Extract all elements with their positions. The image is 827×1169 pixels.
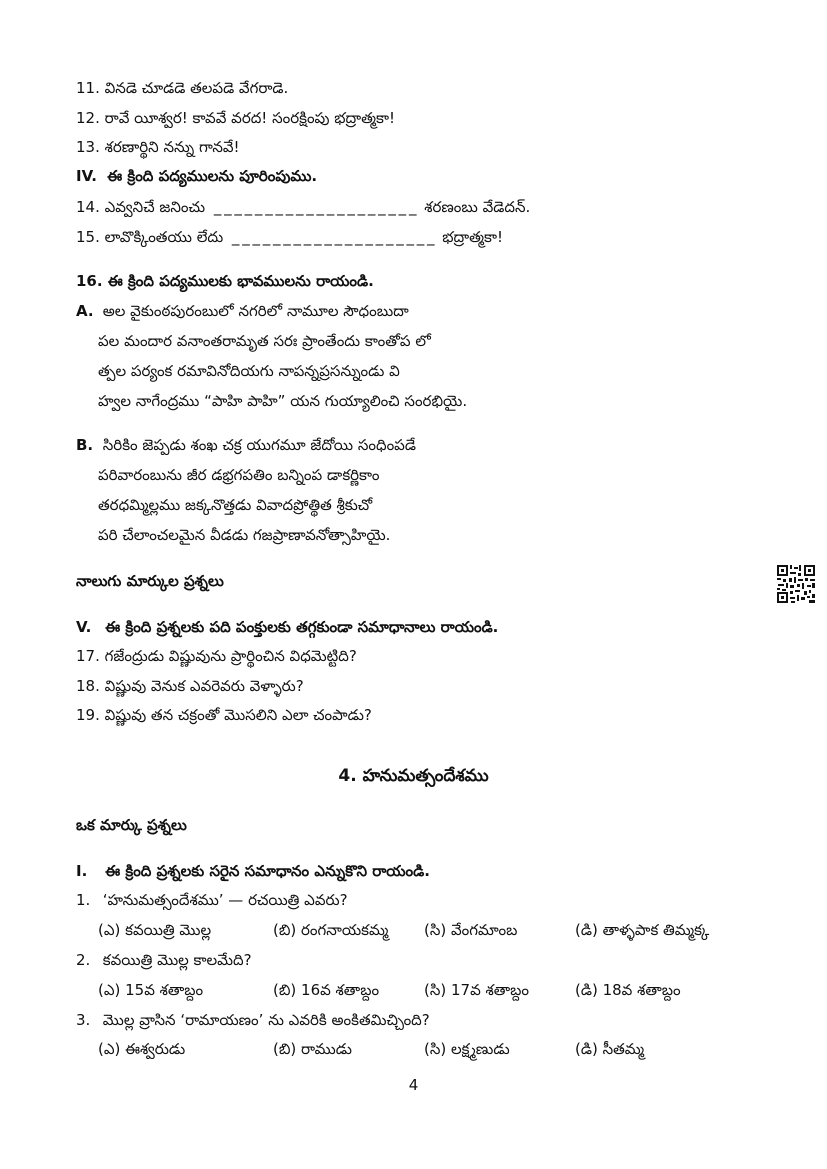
question-number: 11. <box>76 79 100 97</box>
fill-pre-text: ఎవ్వనిచే జనించు <box>104 198 206 216</box>
qr-code <box>776 564 816 604</box>
question-11 <box>76 78 288 98</box>
poem-label: B. <box>76 436 94 454</box>
question-title: ఈ క్రింది పద్యములకు భావములను రాయండి. <box>107 272 374 290</box>
question-text: విష్ణువు వెనుక ఎవరెవరు వెళ్ళారు? <box>104 677 304 695</box>
poem-line: సిరికిం జెప్పడు శంఖ చక్ర యుగమూ జేదోయి సంధింపడే <box>102 436 416 454</box>
question-number: 1. <box>76 891 91 909</box>
mcq-question-3 <box>76 1010 430 1030</box>
question-number: 3. <box>76 1011 91 1029</box>
poem-a-line-2: పల మందార వనాంతరామృత సరః ప్రాంతేందు కాంతోప లో <box>98 332 431 350</box>
chapter-number: 4. <box>338 766 357 786</box>
mcq-1-option-a: (ఎ) కవయిత్రి మొల్ల <box>98 921 212 939</box>
section-label: V. <box>76 618 92 636</box>
poem-b-line-2: పరివారంబును జీర డభ్రగపతిం బన్నింప డాకర్ణికాం <box>98 466 380 484</box>
fill-question-15 <box>76 227 503 247</box>
poem-b-line-4: పరి చేలాంచలమైన వీడడు గజప్రాణావనోత్సాహియై. <box>98 526 391 544</box>
question-text: మొల్ల వ్రాసిన ‘రామాయణం’ ను ఎవరికి అంకితమిచ్చింది? <box>102 1011 430 1029</box>
chapter-title <box>0 766 827 786</box>
fill-blank: _ _ _ _ _ _ _ _ _ _ _ _ _ _ _ _ _ _ _ _ <box>231 228 434 246</box>
poem-b-line-3: తరధమ్మిల్లము జక్కనొత్తడు వివాదప్రోత్థిత శ్రీకుచో <box>98 496 373 514</box>
question-text: కవయిత్రి మొల్ల కాలమేది? <box>102 951 252 969</box>
question-text: గజేంద్రుడు విష్ణువును ప్రార్థించిన విధమెట్టిది? <box>104 647 357 665</box>
section-label: IV. <box>76 167 97 185</box>
question-number: 13. <box>76 138 100 156</box>
mcq-question-1 <box>76 890 348 910</box>
question-number: 12. <box>76 109 100 127</box>
section-i-heading <box>76 861 430 881</box>
question-number: 19. <box>76 706 100 724</box>
question-number: 15. <box>76 228 100 246</box>
question-16-heading <box>76 271 374 291</box>
mcq-1-option-b: (బి) రంగనాయకమ్మ <box>273 921 389 939</box>
mcq-1-option-d: (డి) తాళ్ళపాక తిమ్మక్క <box>575 921 710 939</box>
four-marks-heading: నాలుగు మార్కుల ప్రశ్నలు <box>76 572 224 590</box>
poem-a-line-4: హ్వల నాగేంద్రము “పాహి పాహి” యన గుయ్యాలించి సంరభియై. <box>98 392 468 410</box>
poem-b-line-1 <box>76 435 416 455</box>
question-18 <box>76 676 304 696</box>
mcq-1-option-c: (సి) వేంగమాంబ <box>424 921 518 939</box>
fill-post-text: శరణంబు వేడెదన్. <box>424 198 531 216</box>
question-text: వినడె చూడడె తలపడె వేగరాడె. <box>104 79 289 97</box>
question-12 <box>76 108 395 128</box>
section-title: ఈ క్రింది ప్రశ్నలకు సరైన సమాధానం ఎన్నుకొని రాయండి. <box>105 862 430 880</box>
fill-pre-text: లావొక్కింతయు లేదు <box>104 228 224 246</box>
one-mark-heading: ఒక మార్కు ప్రశ్నలు <box>76 816 187 834</box>
mcq-2-option-b: (బి) 16వ శతాబ్దం <box>273 981 380 999</box>
fill-blank: _ _ _ _ _ _ _ _ _ _ _ _ _ _ _ _ _ _ _ _ <box>213 198 416 216</box>
section-title: ఈ క్రింది ప్రశ్నలకు పది పంక్తులకు తగ్గకుండా సమాధానాలు రాయండి. <box>105 618 499 636</box>
mcq-question-2 <box>76 950 252 970</box>
question-text: ‘హనుమత్సందేశము’ — రచయిత్రి ఎవరు? <box>102 891 348 909</box>
poem-a-line-1 <box>76 301 409 321</box>
page-number: 4 <box>408 1076 419 1094</box>
qr-code-graphic <box>776 564 816 604</box>
poem-label: A. <box>76 302 94 320</box>
mcq-3-option-b: (బి) రాముడు <box>273 1040 352 1058</box>
section-title: ఈ క్రింది పద్యములను పూరింపుము. <box>107 167 318 185</box>
question-number: 18. <box>76 677 100 695</box>
mcq-2-option-c: (సి) 17వ శతాబ్దం <box>424 981 530 999</box>
fill-question-14 <box>76 197 530 217</box>
chapter-name: హనుమత్సందేశము <box>362 766 489 786</box>
question-17 <box>76 646 357 666</box>
mcq-3-option-a: (ఎ) ఈశ్వరుడు <box>98 1040 186 1058</box>
mcq-3-option-d: (డి) సీతమ్మ <box>575 1040 645 1058</box>
question-13 <box>76 137 240 157</box>
question-text: రావే యీశ్వర! కావవే వరద! సంరక్షింపు భద్రాత్మకా! <box>104 109 395 127</box>
section-label: I. <box>76 862 88 880</box>
section-iv-heading <box>76 166 317 186</box>
mcq-3-option-c: (సి) లక్ష్మణుడు <box>424 1040 510 1058</box>
question-number: 14. <box>76 198 100 216</box>
question-number: 16. <box>76 272 103 290</box>
question-number: 17. <box>76 647 100 665</box>
question-text: విష్ణువు తన చక్రంతో మొసలిని ఎలా చంపాడు? <box>104 706 372 724</box>
poem-a-line-3: త్పల పర్యంక రమావినోదియగు నాపన్నప్రసన్నుండు వి <box>98 362 400 380</box>
question-19 <box>76 705 372 725</box>
poem-line: అల వైకుంఠపురంబులో నగరిలో నామూల సౌధంబుదా <box>102 302 409 320</box>
section-v-heading <box>76 617 498 637</box>
question-text: శరణార్థిని నన్ను గానవే! <box>104 138 240 156</box>
fill-post-text: భద్రాత్మకా! <box>442 228 503 246</box>
mcq-2-option-a: (ఎ) 15వ శతాబ్దం <box>98 981 204 999</box>
question-number: 2. <box>76 951 91 969</box>
mcq-2-option-d: (డి) 18వ శతాబ్దం <box>575 981 681 999</box>
